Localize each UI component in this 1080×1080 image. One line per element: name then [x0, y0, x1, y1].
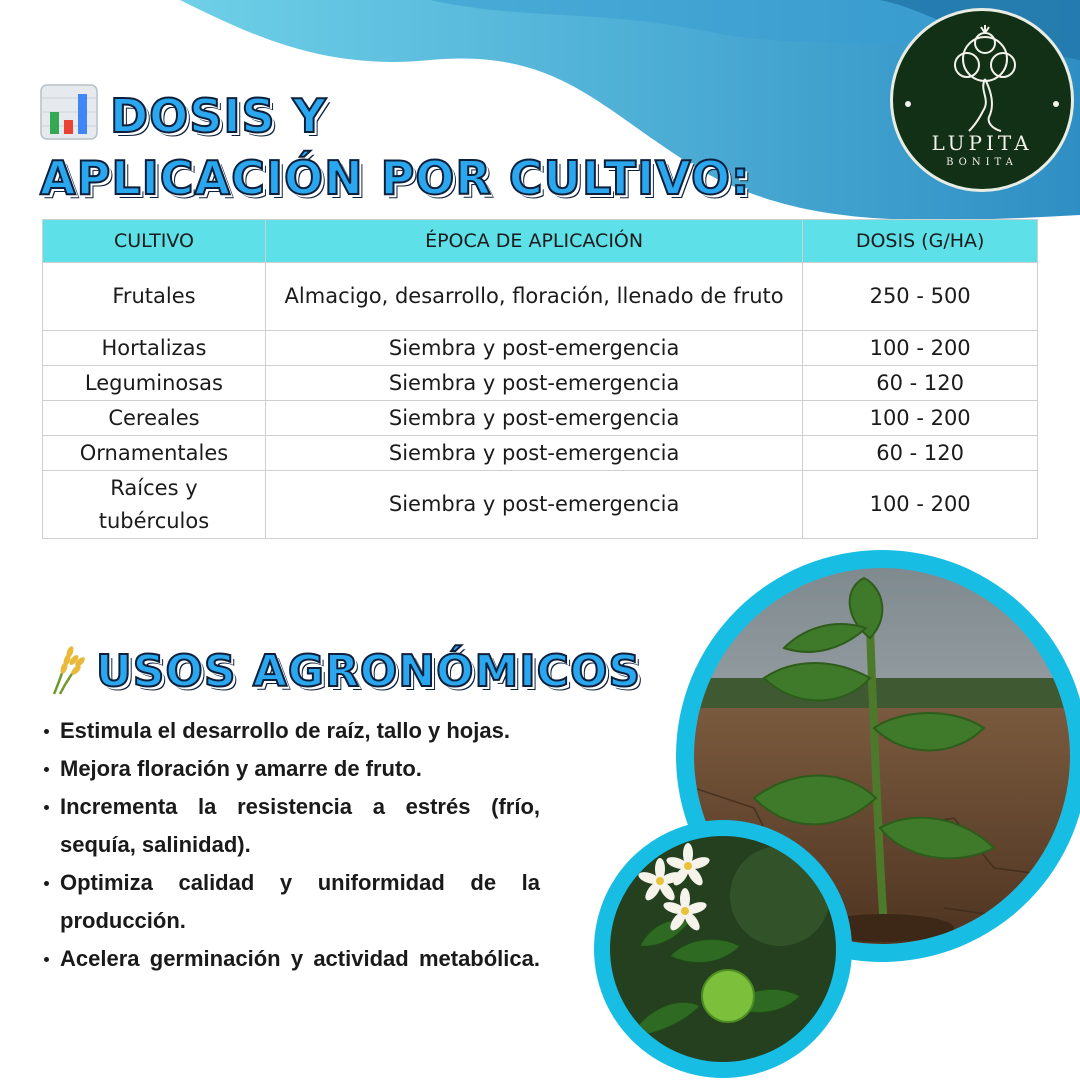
epoch-cell: Almacigo, desarrollo, floración, llenado de fruto: [265, 263, 802, 331]
logo-dot-left: [905, 101, 911, 107]
header-crop: CULTIVO: [43, 220, 266, 263]
dose-cell: 100 - 200: [803, 331, 1038, 366]
crop-cell: Hortalizas: [43, 331, 266, 366]
lime-flower-photo: [594, 820, 852, 1078]
crop-cell: Raíces y tubérculos: [43, 471, 266, 539]
page-title: [40, 84, 800, 209]
crop-cell: Frutales: [43, 263, 266, 331]
table-header-row: [43, 220, 1038, 263]
title-line-1: DOSIS Y: [110, 89, 327, 143]
epoch-cell: Siembra y post-emergencia: [265, 331, 802, 366]
dose-cell: 60 - 120: [803, 436, 1038, 471]
list-item: Estimula el desarrollo de raíz, tallo y hojas.: [40, 712, 540, 750]
title-line-2: APLICACIÓN POR CULTIVO:: [40, 151, 751, 205]
crop-cell: Leguminosas: [43, 366, 266, 401]
crop-cell: Cereales: [43, 401, 266, 436]
brand-logo: [890, 8, 1074, 192]
header-epoch: ÉPOCA DE APLICACIÓN: [265, 220, 802, 263]
table-row: [43, 366, 1038, 401]
list-item: Acelera germinación y actividad metabólica.: [40, 940, 540, 978]
dose-cell: 100 - 200: [803, 401, 1038, 436]
uses-list: [40, 712, 540, 978]
lime-flower-image: [610, 836, 836, 1062]
bar-chart-icon: [40, 84, 98, 140]
header-dose: DOSIS (G/HA): [803, 220, 1038, 263]
epoch-cell: Siembra y post-emergencia: [265, 436, 802, 471]
list-item: Incrementa la resistencia a estrés (frío, sequía, salinidad).: [40, 788, 540, 864]
dose-cell: 250 - 500: [803, 263, 1038, 331]
logo-subtitle: BONITA: [946, 157, 1018, 168]
table-row: [43, 263, 1038, 331]
logo-dot-right: [1053, 101, 1059, 107]
table-row: [43, 401, 1038, 436]
epoch-cell: Siembra y post-emergencia: [265, 401, 802, 436]
list-item: Mejora floración y amarre de fruto.: [40, 750, 540, 788]
table-row: [43, 436, 1038, 471]
dose-cell: 60 - 120: [803, 366, 1038, 401]
table-row: [43, 471, 1038, 539]
list-item: Optimiza calidad y uniformidad de la producción.: [40, 864, 540, 940]
tree-woman-logo-icon: [935, 25, 1035, 137]
table-row: [43, 331, 1038, 366]
epoch-cell: Siembra y post-emergencia: [265, 366, 802, 401]
dose-cell: 100 - 200: [803, 471, 1038, 539]
crop-cell: Ornamentales: [43, 436, 266, 471]
uses-heading: [46, 640, 641, 697]
epoch-cell: Siembra y post-emergencia: [265, 471, 802, 539]
logo-name: LUPITA: [931, 131, 1033, 155]
dose-table: [42, 219, 1038, 539]
uses-title: USOS AGRONÓMICOS: [96, 646, 642, 697]
wheat-icon: [46, 640, 90, 696]
